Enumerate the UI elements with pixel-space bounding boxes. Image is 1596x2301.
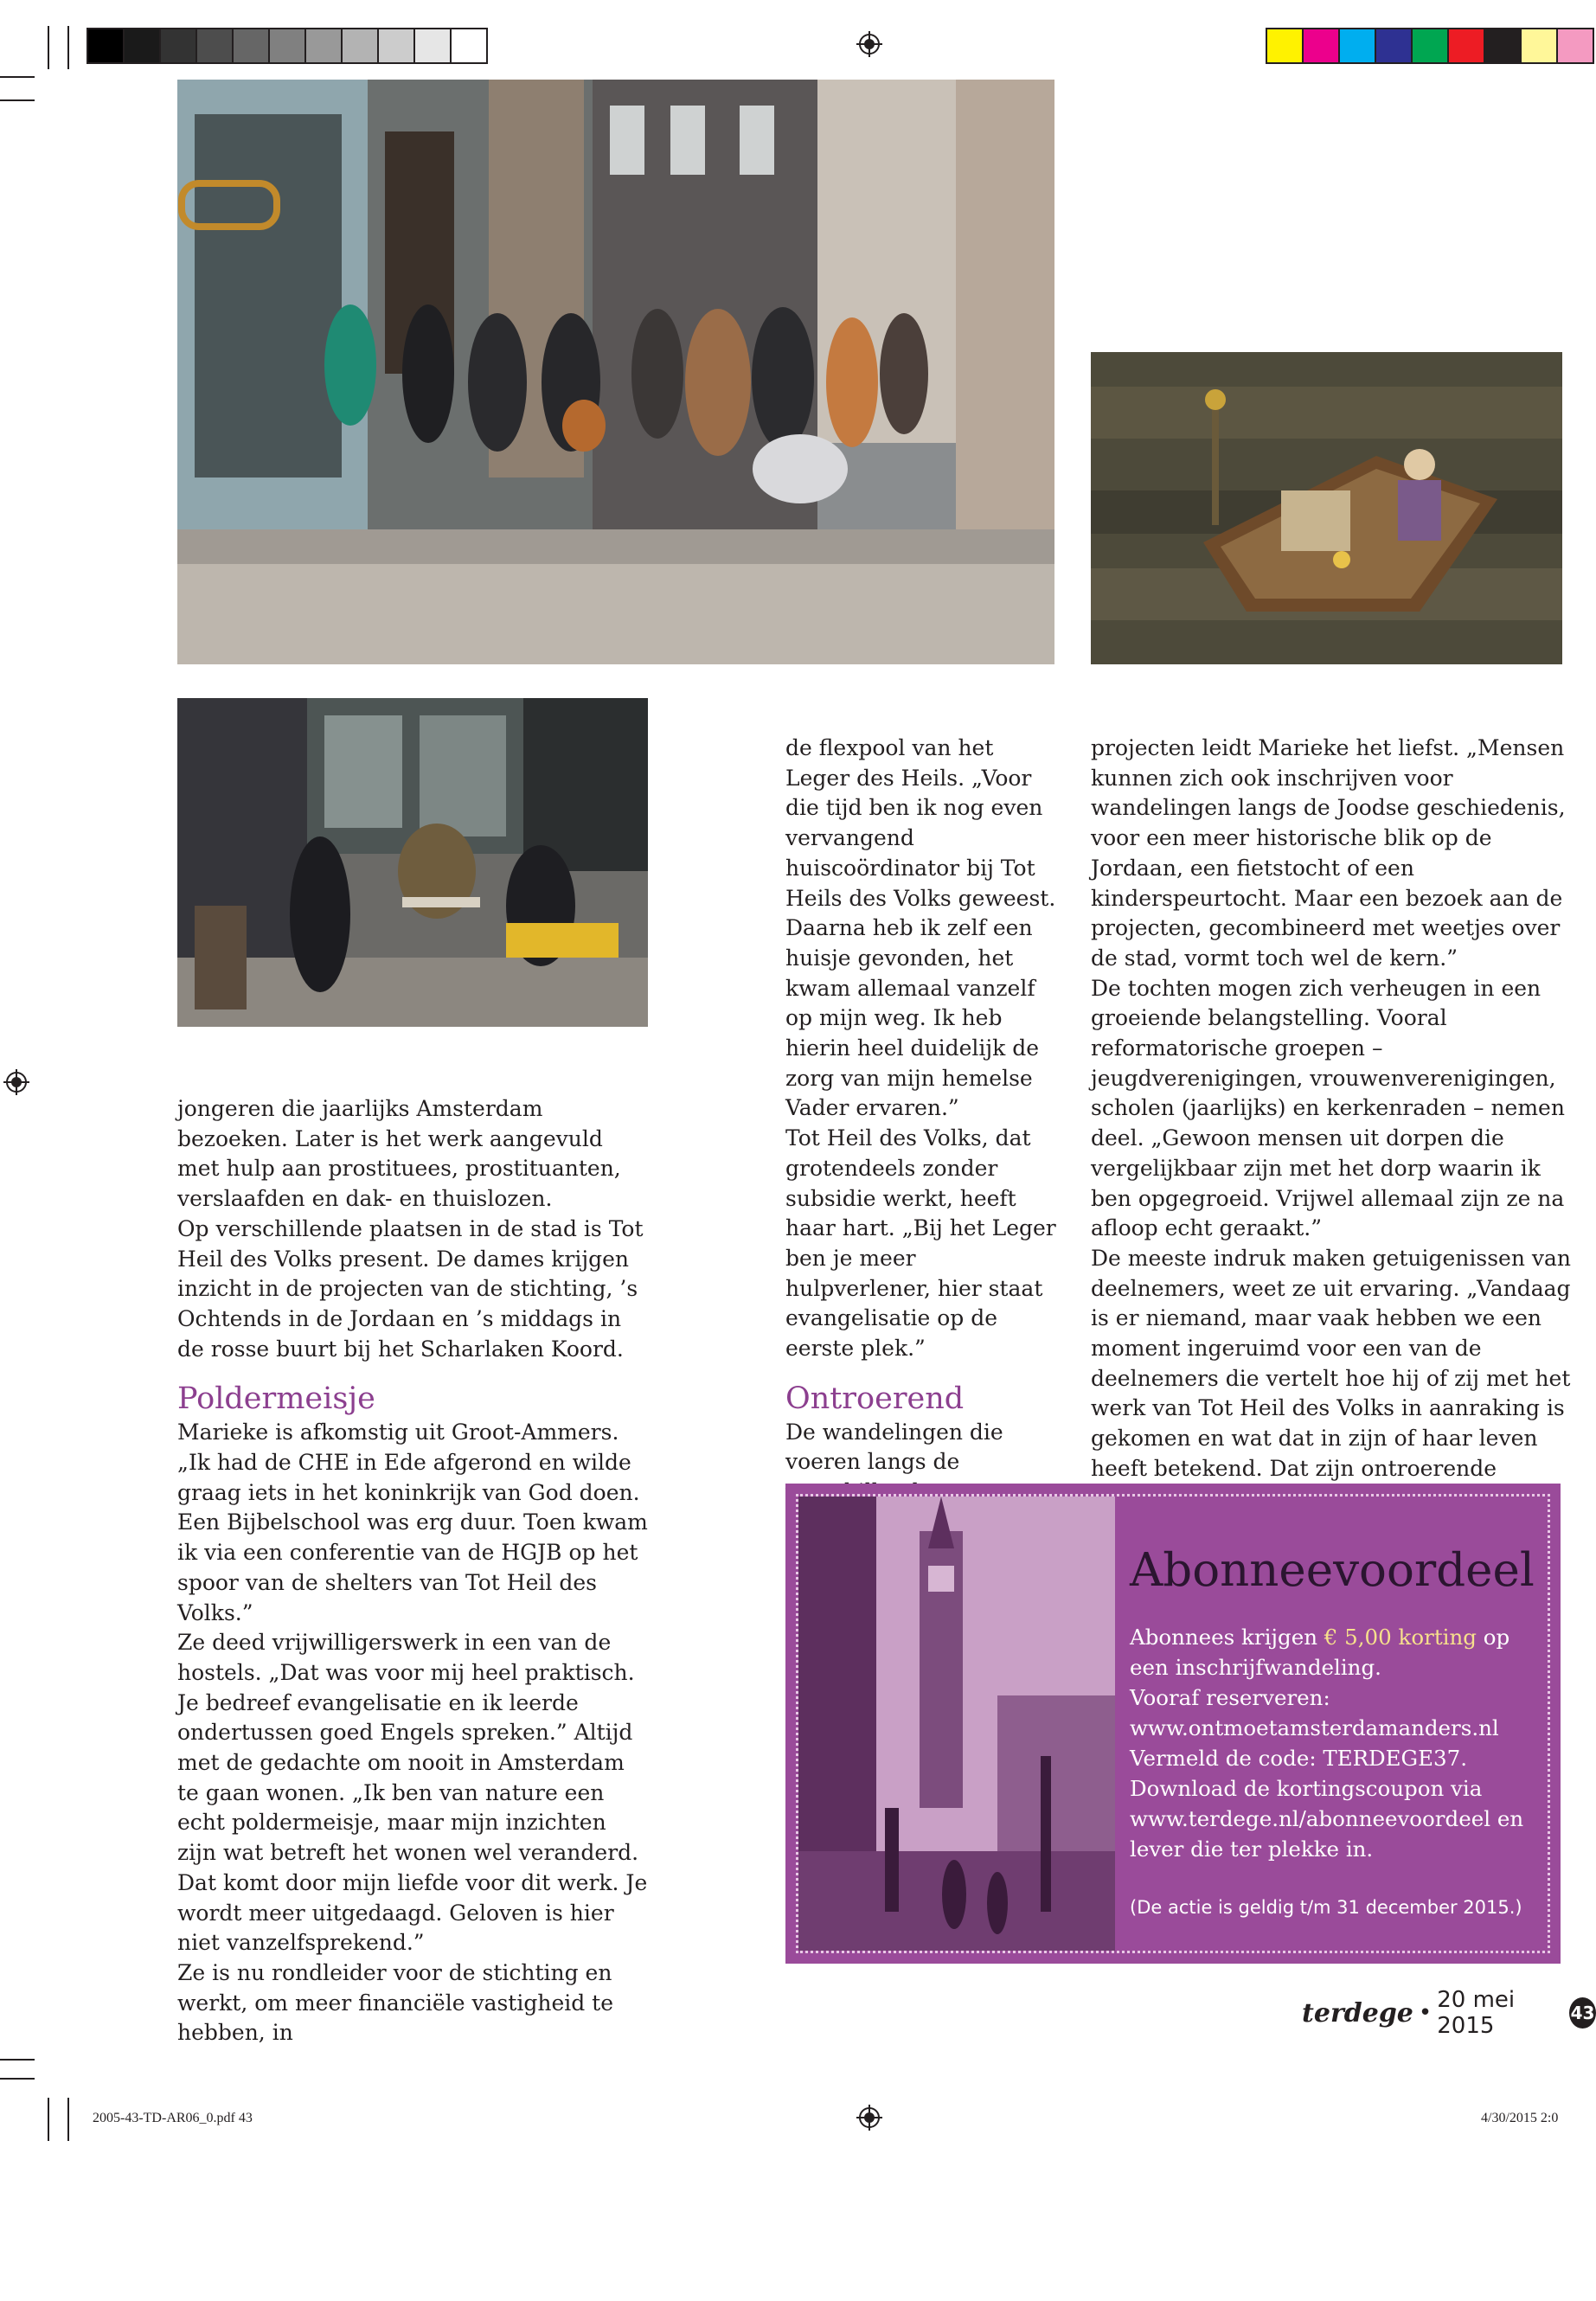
- color-swatch: [379, 29, 415, 62]
- color-swatch: [1558, 29, 1593, 62]
- body-paragraph: Marieke is afkomstig uit Groot-Ammers. „Ik had de CHE in Ede afgerond en wilde graag iets in het koninkrijk van God doen. Een Bijbelschool was erg duur. Toen kwam ik via een conferentie van de HGJB op het spoor van de shelters van Tot Heil des Volks.”: [177, 1420, 648, 1625]
- promo-discount-highlight: € 5,00 korting: [1324, 1625, 1477, 1650]
- promo-title: Abonneevoordeel: [1130, 1544, 1535, 1597]
- section-heading-poldermeisje: Poldermeisje: [177, 1381, 375, 1417]
- color-swatch: [343, 29, 379, 62]
- color-swatch: [125, 29, 161, 62]
- registration-mark-icon: [3, 1069, 29, 1095]
- body-paragraph: De tochten mogen zich verheugen in een groeiende belangstelling. Vooral reformatorische groepen – jeugdverenigingen, vrouwenverenigingen, scholen (jaarlijks) en kerkenraden – nemen deel. „Gewoon mensen uit dorpen die vergelijkbaar zijn met het dorp waarin ik ben opgegroeid. Vrijwel allemaal zijn ze na afloop echt geraakt.”: [1091, 975, 1565, 1241]
- color-swatch: [1522, 29, 1558, 62]
- color-swatch: [1267, 29, 1304, 62]
- color-swatch: [161, 29, 197, 62]
- promo-code-line: Vermeld de code: TERDEGE37.: [1130, 1746, 1467, 1771]
- body-paragraph: Ze is nu rondleider voor de stichting en werkt, om meer financiële vastigheid te hebben, in: [177, 1959, 614, 2046]
- crop-mark: [0, 99, 35, 101]
- color-swatch: [1449, 29, 1485, 62]
- color-swatch: [234, 29, 270, 62]
- body-paragraph: Tot Heil des Volks, dat grotendeels zonder subsidie werkt, heeft haar hart. „Bij het Leger ben je meer hulpverlener, hier staat evangelisatie op de eerste plek.”: [785, 1125, 1056, 1362]
- crop-mark: [48, 26, 49, 69]
- body-paragraph: jongeren die jaarlijks Amsterdam bezoeken. Later is het werk aangevuld met hulp aan prostituees, prostituanten, verslaafden en dak- en thuislozen.: [177, 1096, 621, 1212]
- crop-mark: [0, 76, 35, 78]
- color-swatch: [306, 29, 343, 62]
- crop-mark: [48, 2098, 49, 2141]
- registration-mark-icon: [856, 31, 882, 57]
- color-swatch: [415, 29, 452, 62]
- footer-separator: •: [1418, 2000, 1433, 2026]
- column-3-paragraphs: [1091, 734, 1575, 1514]
- crop-mark: [67, 26, 69, 69]
- article-column-1: [177, 1094, 649, 2048]
- column-2-paragraphs: [785, 734, 1062, 1364]
- issue-date: 20 mei 2015: [1437, 1987, 1516, 2039]
- color-swatch: [1413, 29, 1449, 62]
- body-paragraph: de flexpool van het Leger des Heils. „Voor die tijd ben ik nog even vervangend huiscoördinator bij Tot Heils des Volks geweest. Daarna heb ik zelf een huisje gevonden, het kwam allemaal vanzelf op mijn weg. Ik heb hierin heel duidelijk de zorg van mijn hemelse Vader ervaren.”: [785, 735, 1056, 1121]
- color-swatch: [88, 29, 125, 62]
- color-swatch: [452, 29, 486, 62]
- color-swatch: [1340, 29, 1376, 62]
- page-footer: [1302, 1987, 1596, 2039]
- body-paragraph: Op verschillende plaatsen in de stad is Tot Heil des Volks present. De dames krijgen inzicht in de projecten van de stichting, ’s Ochtends in de Jordaan en ’s middags in de rosse buurt bij het Scharlaken Koord.: [177, 1215, 644, 1362]
- article-column-2: [785, 734, 1062, 1508]
- promo-validity-note: (De actie is geldig t/m 31 december 2015.): [1130, 1897, 1522, 1918]
- article-column-3: [1091, 734, 1575, 1514]
- color-swatch: [1304, 29, 1340, 62]
- crop-mark: [0, 2059, 35, 2061]
- body-paragraph: projecten leidt Marieke het liefst. „Mensen kunnen zich ook inschrijven voor wandelingen langs de Joodse geschiedenis, voor een meer historische blik op de Jordaan, een fietstocht of een kinderspeurtocht. Maar een bezoek aan de projecten, gecombineerd met weetjes over de stad, vormt toch wel de kern.”: [1091, 735, 1566, 971]
- crop-mark: [67, 2098, 69, 2141]
- promo-coupon-line[interactable]: Download de kortingscoupon via www.terdege.nl/abonneevoordeel en lever die ter plekke in.: [1130, 1776, 1524, 1862]
- brand-logo: terdege: [1302, 1997, 1413, 2029]
- page-number: 43: [1569, 1997, 1596, 2029]
- subscriber-offer-box: [785, 1484, 1561, 1964]
- color-swatch: [197, 29, 234, 62]
- promo-line-1-end: op een inschrijfwandeling.: [1130, 1625, 1510, 1680]
- promo-text: [1130, 1622, 1528, 1864]
- body-paragraph: De meeste indruk maken getuigenissen van deelnemers, weet ze uit ervaring. „Vandaag is er niemand, maar vaak hebben we een moment ingeruimd voor een van de deelnemers die vertelt hoe hij of zij met het werk van Tot Heil des Volks in aanraking is gekomen en wat dat in zijn of haar leven heeft betekend. Dat zijn ontroerende: [1091, 1245, 1572, 1481]
- promo-line-1-start: Abonnees krijgen: [1130, 1625, 1324, 1650]
- column-1-paragraphs: [177, 1094, 649, 1364]
- section-heading-ontroerend: Ontroerend: [785, 1381, 965, 1416]
- registration-mark-icon: [856, 2105, 882, 2131]
- body-paragraph: Ze deed vrijwilligerswerk in een van de hostels. „Dat was voor mij heel praktisch. Je bedreef evangelisatie en ik leerde ondertussen goed Engels spreken.” Altijd met de gedachte om nooit in Amsterdam te gaan wonen. „Ik ben van nature een echt poldermeisje, maar mijn inzichten zijn wat betreft het wonen wel veranderd. Dat komt door mijn liefde voor dit werk. Je wordt meer uitgedaagd. Geloven is hier niet vanzelfsprekend.”: [177, 1630, 648, 1956]
- group-tour-photo: [177, 80, 1054, 664]
- promo-reserve-line[interactable]: Vooraf reserveren: www.ontmoetamsterdamanders.nl: [1130, 1685, 1499, 1740]
- print-slug-timestamp: 4/30/2015 2:0: [1481, 2111, 1559, 2125]
- crop-mark: [0, 2078, 35, 2080]
- color-swatch: [1376, 29, 1413, 62]
- color-swatch: [1485, 29, 1522, 62]
- cafe-terrace-photo: [177, 698, 648, 1027]
- grey-color-bar: [87, 28, 488, 64]
- body-paragraph: De wandelingen die voeren langs de: [785, 1419, 1003, 1475]
- process-color-bar: [1266, 28, 1594, 64]
- boat-photo: [1091, 352, 1562, 664]
- color-swatch: [270, 29, 306, 62]
- print-slug-file: 2005-43-TD-AR06_0.pdf 43: [93, 2111, 253, 2125]
- column-1-paragraphs-2: [177, 1418, 649, 2048]
